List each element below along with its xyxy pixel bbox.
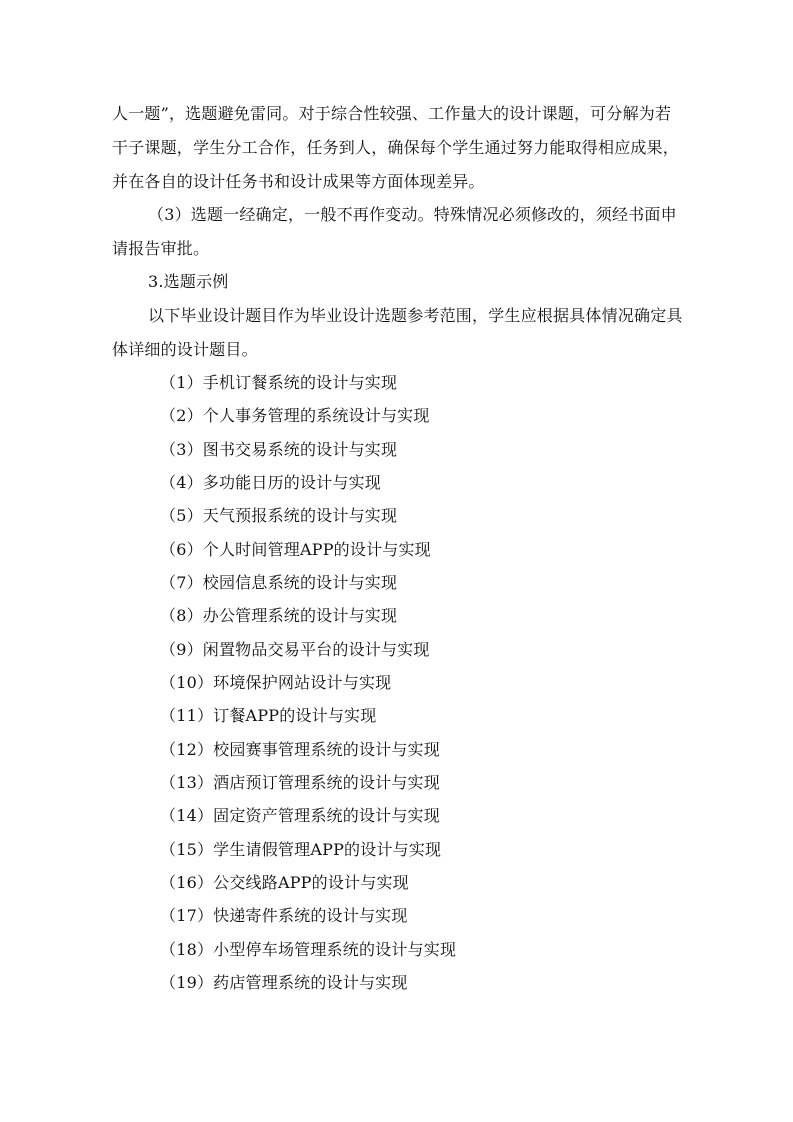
topic-item: （19）药店管理系统的设计与实现 — [160, 973, 408, 992]
paragraph-3-line-1: 以下毕业设计题目作为毕业设计选题参考范围，学生应根据具体情况确定具 — [148, 306, 683, 325]
paragraph-1-line-2: 干子课题，学生分工合作，任务到人，确保每个学生通过努力能取得相应成果， — [112, 138, 680, 157]
topic-item: （16）公交线路APP的设计与实现 — [160, 873, 409, 892]
topic-item: （4）多功能日历的设计与实现 — [160, 473, 381, 492]
topic-item: （12）校园赛事管理系统的设计与实现 — [160, 740, 440, 759]
topic-item: （18）小型停车场管理系统的设计与实现 — [160, 940, 457, 959]
topic-item: （13）酒店预订管理系统的设计与实现 — [160, 773, 440, 792]
topic-item: （14）固定资产管理系统的设计与实现 — [160, 806, 440, 825]
paragraph-3-line-2: 体详细的设计题目。 — [112, 340, 258, 359]
topic-item: （11）订餐APP的设计与实现 — [160, 706, 377, 725]
topic-item: （2）个人事务管理的系统设计与实现 — [160, 406, 430, 425]
paragraph-1-line-1: 人一题”，选题避免雷同。对于综合性较强、工作量大的设计课题，可分解为若 — [112, 104, 672, 123]
topic-item: （7）校园信息系统的设计与实现 — [160, 573, 398, 592]
topic-item: （6）个人时间管理APP的设计与实现 — [160, 540, 431, 559]
topic-item: （8）办公管理系统的设计与实现 — [160, 606, 398, 625]
topic-item: （15）学生请假管理APP的设计与实现 — [160, 840, 442, 859]
topic-item: （3）图书交易系统的设计与实现 — [160, 440, 398, 459]
paragraph-1-line-3: 并在各自的设计任务书和设计成果等方面体现差异。 — [112, 172, 485, 191]
topic-item: （9）闲置物品交易平台的设计与实现 — [160, 640, 430, 659]
paragraph-2-line-2: 请报告审批。 — [112, 239, 210, 258]
paragraph-2-line-1: （3）选题一经确定，一般不再作变动。特殊情况必须修改的，须经书面申 — [148, 205, 677, 224]
section-heading: 3.选题示例 — [148, 272, 229, 291]
topic-item: （1）手机订餐系统的设计与实现 — [160, 373, 398, 392]
topic-item: （17）快递寄件系统的设计与实现 — [160, 906, 408, 925]
topic-item: （5）天气预报系统的设计与实现 — [160, 506, 398, 525]
topic-item: （10）环境保护网站设计与实现 — [160, 673, 392, 692]
